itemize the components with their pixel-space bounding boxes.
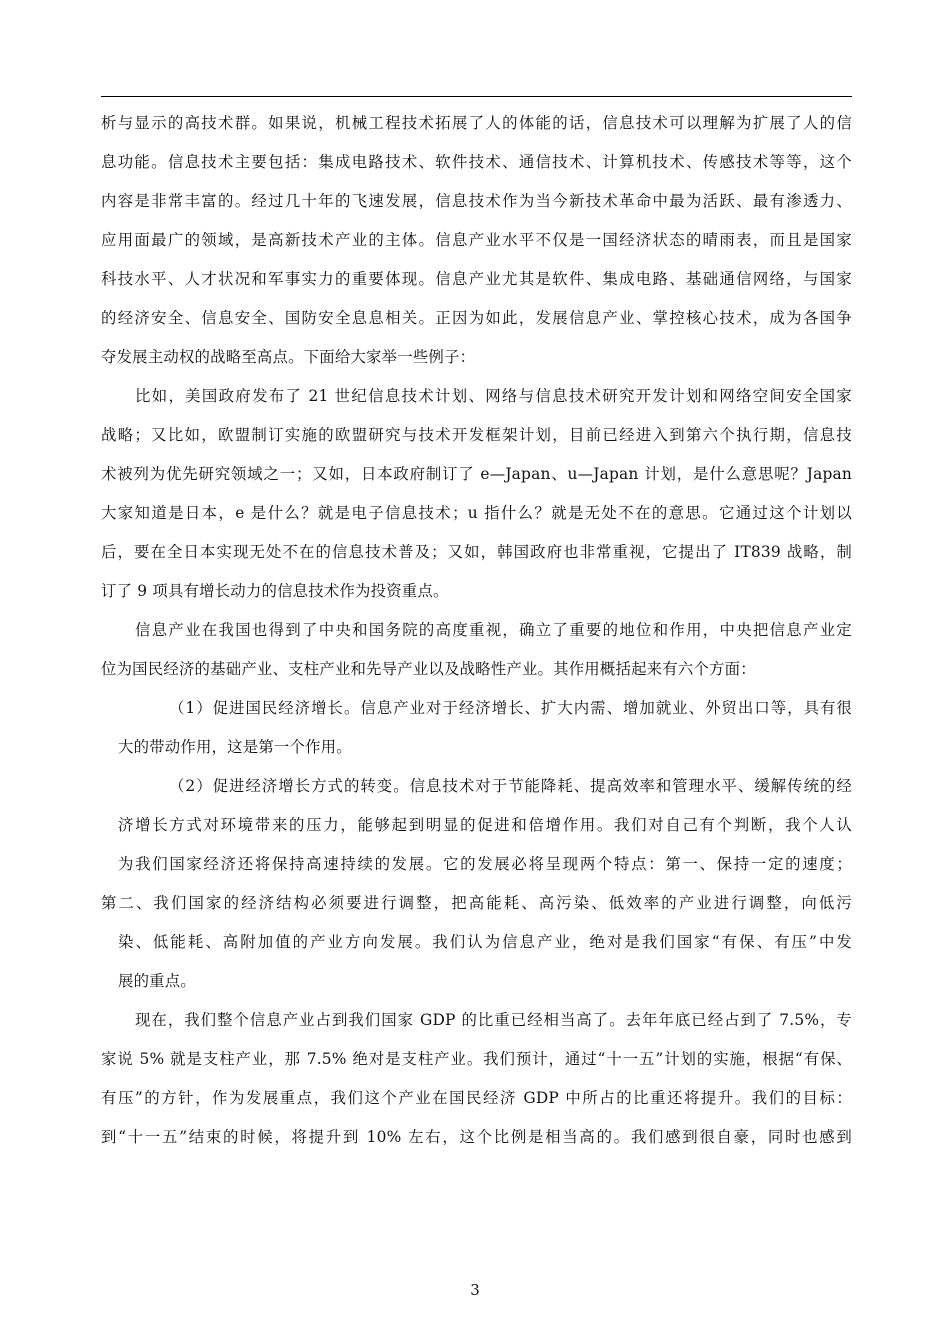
text-line: 大家知道是日本，e 是什么？就是电子信息技术；u 指什么？就是无处不在的意思。它通过这个计划以: [101, 504, 852, 522]
text-line: 析与显示的高技术群。如果说，机械工程技术拓展了人的体能的话，信息技术可以理解为扩展了人的信: [101, 114, 852, 132]
text-line: 息功能。信息技术主要包括：集成电路技术、软件技术、通信技术、计算机技术、传感技术等等，这个: [101, 153, 852, 171]
text-line: 现在，我们整个信息产业占到我们国家 GDP 的比重已经相当高了。去年年底已经占到了 7.5%，专: [135, 1011, 852, 1029]
list-item-line: （2）促进经济增长方式的转变。信息技术对于节能降耗、提高效率和管理水平、缓解传统的经: [169, 777, 852, 795]
text-line: 家说 5% 就是支柱产业，那 7.5% 绝对是支柱产业。我们预计，通过“十一五”计划的实施，根据“有保、: [101, 1050, 852, 1068]
list-item-line: 济增长方式对环境带来的压力，能够起到明显的促进和倍增作用。我们对自己有个判断，我个人认: [118, 816, 852, 834]
text-line: 科技水平、人才状况和军事实力的重要体现。信息产业尤其是软件、集成电路、基础通信网络，与国家: [101, 270, 852, 288]
text-line: 战略；又比如，欧盟制订实施的欧盟研究与技术开发框架计划，目前已经进入到第六个执行期，信息技: [101, 426, 852, 444]
text-line: 的经济安全、信息安全、国防安全息息相关。正因为如此，发展信息产业、掌控核心技术，成为各国争: [101, 309, 852, 327]
text-line: 内容是非常丰富的。经过几十年的飞速发展，信息技术作为当今新技术革命中最为活跃、最有渗透力、: [101, 192, 852, 210]
list-item-line: 为我们国家经济还将保持高速持续的发展。它的发展必将呈现两个特点：第一、保持一定的速度；: [118, 855, 852, 873]
text-line: 信息产业在我国也得到了中央和国务院的高度重视，确立了重要的地位和作用，中央把信息产业定: [135, 621, 852, 639]
list-item-line: 大的带动作用，这是第一个作用。: [118, 738, 352, 756]
text-line: 订了 9 项具有增长动力的信息技术作为投资重点。: [101, 582, 449, 600]
page-number: 3: [470, 1281, 480, 1299]
text-line: 应用面最广的领域，是高新技术产业的主体。信息产业水平不仅是一国经济状态的晴雨表，而且是国家: [101, 231, 852, 249]
text-line: 术被列为优先研究领域之一；又如，日本政府制订了 e—Japan、u—Japan 计划，是什么意思呢？Japan: [101, 465, 852, 483]
text-line: 比如，美国政府发布了 21 世纪信息技术计划、网络与信息技术研究开发计划和网络空间安全国家: [135, 387, 852, 405]
header-rule: [101, 96, 852, 97]
text-line: 夺发展主动权的战略至高点。下面给大家举一些例子：: [101, 348, 476, 366]
list-item-line: 展的重点。: [118, 972, 196, 990]
body-text: [101, 104, 852, 1157]
list-item-line: 染、低能耗、高附加值的产业方向发展。我们认为信息产业，绝对是我们国家“有保、有压”中发: [118, 933, 852, 951]
text-line: 位为国民经济的基础产业、支柱产业和先导产业以及战略性产业。其作用概括起来有六个方面：: [101, 660, 756, 678]
text-line: 有压”的方针，作为发展重点，我们这个产业在国民经济 GDP 中所占的比重还将提升。我们的目标：: [101, 1089, 852, 1107]
list-item-line: 第二、我们国家的经济结构必须要进行调整，把高能耗、高污染、低效率的产业进行调整，向低污: [101, 894, 852, 912]
text-line: 到“十一五”结束的时候，将提升到 10% 左右，这个比例是相当高的。我们感到很自豪，同时也感到: [101, 1128, 852, 1146]
text-line: 后，要在全日本实现无处不在的信息技术普及；又如，韩国政府也非常重视，它提出了 IT839 战略，制: [101, 543, 852, 561]
list-item-line: （1）促进国民经济增长。信息产业对于经济增长、扩大内需、增加就业、外贸出口等，具有很: [169, 699, 852, 717]
